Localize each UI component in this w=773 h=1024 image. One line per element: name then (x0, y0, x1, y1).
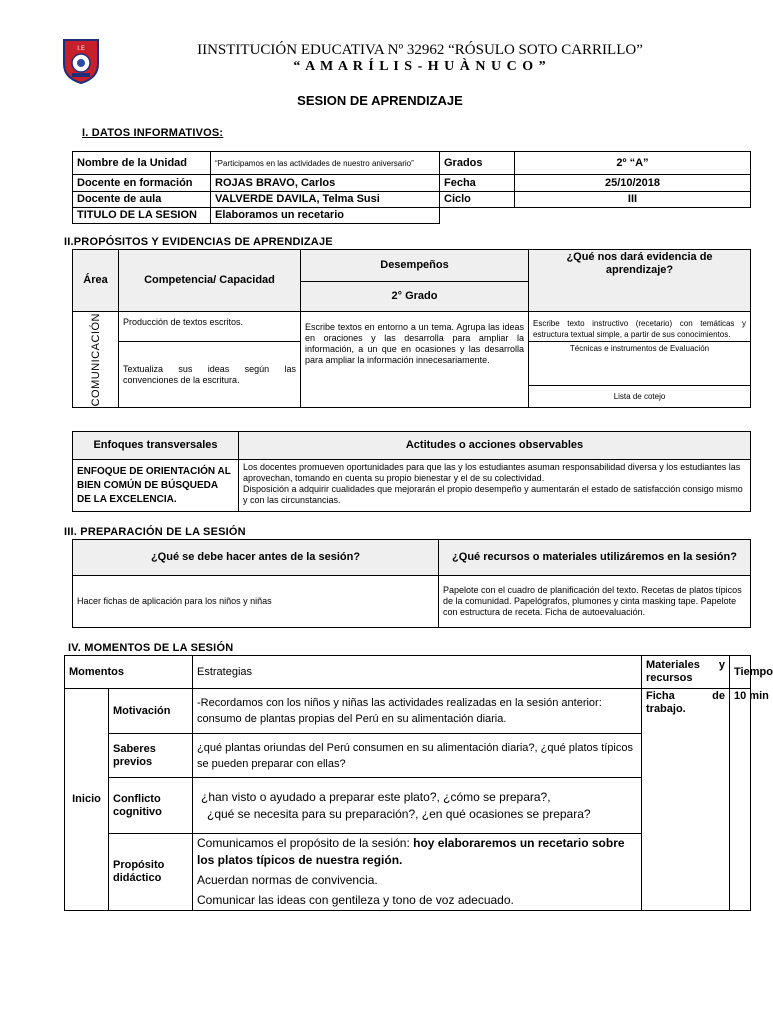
conflicto-cell (193, 778, 642, 834)
empty-cell (515, 208, 751, 224)
value-docente-formacion: ROJAS BRAVO, Carlos (211, 175, 440, 192)
col-estrategias: Estrategias (193, 656, 642, 689)
label-docente-formacion: Docente en formación (73, 175, 211, 192)
capacidad-text: Textualiza sus ideas según las convenciones de la escritura. (119, 342, 301, 408)
col-competencia: Competencia/ Capacidad (119, 250, 301, 312)
proposito-line-1 (197, 835, 637, 869)
materiales-text: Ficha de trabajo. (642, 689, 730, 911)
antes-text: Hacer fichas de aplicación para los niños y niñas (73, 576, 439, 628)
proposito-line-2: Acuerdan normas de convivencia. (197, 873, 378, 887)
saberes-label: Saberes previos (109, 734, 193, 778)
col-materiales: Materiales y recursos (642, 656, 730, 689)
actitudes-cell (239, 460, 751, 512)
section-propositos-heading: II.PROPÓSITOS Y EVIDENCIAS DE APRENDIZAJE (64, 236, 333, 248)
value-ciclo: III (515, 192, 751, 208)
section-momentos-heading: IV. MOMENTOS DE LA SESIÓN (68, 642, 234, 654)
svg-text:I.E: I.E (77, 45, 85, 52)
recursos-text: Papelote con el cuadro de planificación del texto. Recetas de platos típicos de la comunidad. Papelógrafos, plumones y cinta masking tape. Papelote con estructura de receta. Ficha de autoevaluación. (439, 576, 751, 628)
school-location: “ A M A R Í L I S - H U À N U C O ” (293, 59, 547, 74)
value-fecha: 25/10/2018 (515, 175, 751, 192)
inicio-label: Inicio (65, 689, 109, 911)
value-unidad: “Participamos en las actividades de nuestro aniversario” (211, 152, 440, 175)
proposito-intro: Comunicamos el propósito de la sesión: (197, 836, 414, 850)
label-fecha: Fecha (440, 175, 515, 192)
competencia-text: Producción de textos escritos. (119, 312, 301, 342)
area-comunicacion: COMUNICACIÓN (89, 313, 102, 407)
section-datos-heading: I. DATOS INFORMATIVOS: (82, 127, 224, 139)
instrumento-text: Lista de cotejo (529, 386, 751, 408)
actitud-1: Los docentes promueven oportunidades para que las y los estudiantes asuman responsabilidad diversa y los estudiantes las aprovechan, tomando en cuenta su propio bienestar y el de su colectividad. (243, 462, 741, 483)
actitud-2: Disposición a adquirir cualidades que mejorarán el propio desempeño y aumentarán el estado de satisfacción consigo mismo y con las circunstancias. (243, 484, 743, 505)
value-titulo: Elaboramos un recetario (211, 208, 440, 224)
col-evidencia: ¿Qué nos dará evidencia de aprendizaje? (529, 250, 751, 312)
col-enfoques: Enfoques transversales (73, 432, 239, 460)
tiempo-text: 10 min (730, 689, 751, 911)
page-title: SESION DE APRENDIZAJE (297, 93, 463, 108)
proposito-line-3: Comunicar las ideas con gentileza y tono de voz adecuado. (197, 893, 514, 907)
empty-cell (440, 208, 515, 224)
enfoque-text: ENFOQUE DE ORIENTACIÓN AL BIEN COMÚN DE BÚSQUEDA DE LA EXCELENCIA. (73, 460, 239, 512)
proposito-label: Propósito didáctico (109, 834, 193, 911)
propositos-table (72, 249, 751, 408)
school-name: IINSTITUCIÓN EDUCATIVA Nº 32962 “RÓSULO SOTO CARRILLO” (197, 42, 643, 58)
preparacion-table (72, 539, 751, 628)
label-ciclo: Ciclo (440, 192, 515, 208)
label-titulo: TITULO DE LA SESION (73, 208, 211, 224)
label-docente-aula: Docente de aula (73, 192, 211, 208)
conflicto-label: Conflicto cognitivo (109, 778, 193, 834)
col-desempenos: Desempeños (301, 250, 529, 282)
saberes-text: ¿qué plantas oriundas del Perú consumen en su alimentación diaria?, ¿qué platos típicos se pueden preparar con ellas? (193, 734, 642, 778)
col-grado: 2° Grado (301, 282, 529, 312)
conflicto-line-2: ¿qué se necesita para su preparación?, ¿en qué ocasiones se prepara? (207, 806, 591, 821)
tecnicas-label: Técnicas e instrumentos de Evaluación (529, 342, 751, 386)
col-antes: ¿Qué se debe hacer antes de la sesión? (73, 540, 439, 576)
value-grados: 2º “A” (515, 152, 751, 175)
desempeno-text: Escribe textos en entorno a un tema. Agrupa las ideas en oraciones y las desarrolla para ampliar la información, a un que en ocasiones y las desarrolla para ampliar la información innecesariamente. (301, 312, 529, 408)
col-actitudes: Actitudes o acciones observables (239, 432, 751, 460)
col-recursos: ¿Qué recursos o materiales utilizáremos en la sesión? (439, 540, 751, 576)
proposito-cell (193, 834, 642, 911)
conflicto-line-1: ¿han visto o ayudado a preparar este plato?, ¿cómo se prepara?, (201, 789, 551, 804)
momentos-table (64, 655, 773, 911)
col-area: Área (73, 250, 119, 312)
label-unidad: Nombre de la Unidad (73, 152, 211, 175)
area-cell (73, 312, 119, 408)
col-momentos: Momentos (65, 656, 193, 689)
section-preparacion-heading: III. PREPARACIÓN DE LA SESIÓN (64, 526, 246, 538)
datos-table (72, 151, 751, 224)
value-docente-aula: VALVERDE DAVILA, Telma Susi (211, 192, 440, 208)
motivacion-text: -Recordamos con los niños y niñas las actividades realizadas en la sesión anterior: consumo de plantas propias del Perú en su alimentación diaria. (193, 689, 642, 734)
label-grados: Grados (440, 152, 515, 175)
motivacion-label: Motivación (109, 689, 193, 734)
enfoques-table (72, 431, 751, 512)
evidencia-text: Escribe texto instructivo (recetario) con temáticas y estructura textual simple, a partir de sus conocimientos. (529, 312, 751, 342)
col-tiempo: Tiempo (730, 656, 751, 689)
school-logo (62, 38, 100, 84)
proposito-bold: hoy elaboraremos un recetario sobre los platos típicos de nuestra región. (197, 836, 625, 867)
